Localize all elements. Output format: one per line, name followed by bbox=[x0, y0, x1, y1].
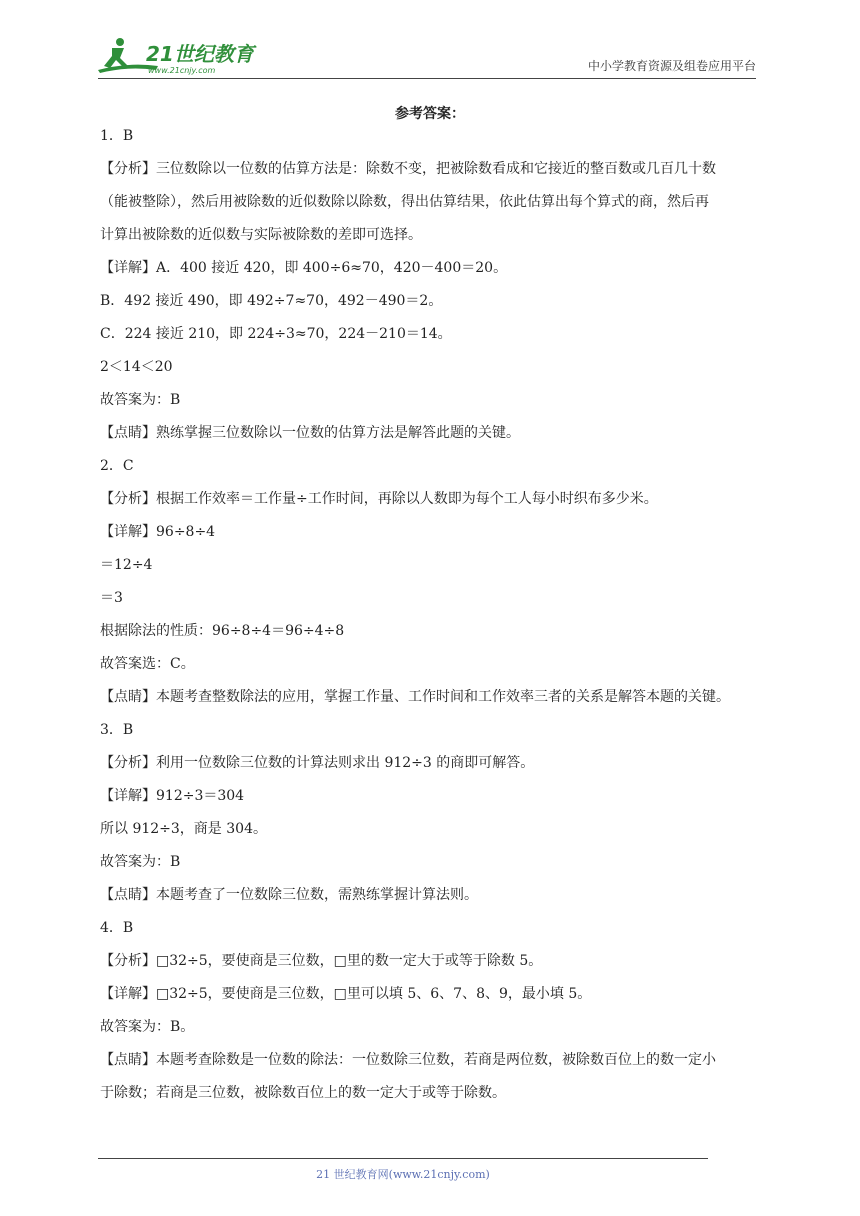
q1-conclusion: 故答案为：B bbox=[100, 392, 181, 408]
platform-name: 中小学教育资源及组卷应用平台 bbox=[587, 59, 756, 73]
q4-analysis: 【分析】□32÷5，要使商是三位数，□里的数一定大于或等于除数 5。 bbox=[100, 953, 543, 969]
q2-comment: 【点睛】本题考查整数除法的应用，掌握工作量、工作时间和工作效率三者的关系是解答本题的关键。 bbox=[100, 689, 730, 705]
header-divider bbox=[98, 78, 756, 79]
q1-detail-c: C．224 接近 210，即 224÷3≈70，224－210＝14。 bbox=[100, 326, 452, 342]
q2-conclusion: 故答案选：C。 bbox=[100, 656, 195, 672]
q4-detail: 【详解】□32÷5，要使商是三位数，□里可以填 5、6、7、8、9，最小填 5。 bbox=[100, 986, 592, 1002]
q3-result: 所以 912÷3，商是 304。 bbox=[100, 821, 267, 837]
q1-comparison: 2＜14＜20 bbox=[100, 359, 173, 375]
q1-detail-a: 【详解】A．400 接近 420，即 400÷6≈70，420－400＝20。 bbox=[100, 260, 508, 276]
q3-analysis: 【分析】利用一位数除三位数的计算法则求出 912÷3 的商即可解答。 bbox=[100, 755, 535, 771]
q3-conclusion: 故答案为：B bbox=[100, 854, 181, 870]
q2-detail-step-2: ＝12÷4 bbox=[100, 557, 153, 573]
page-footer: 21 世纪教育网(www.21cnjy.com) bbox=[316, 1168, 490, 1181]
page-header bbox=[98, 28, 756, 80]
logo-text: 21世纪教育 bbox=[146, 42, 254, 66]
q1-answer: 1．B bbox=[100, 128, 134, 144]
q2-answer: 2．C bbox=[100, 458, 134, 474]
q4-comment-line-1: 【点睛】本题考查除数是一位数的除法：一位数除三位数，若商是两位数，被除数百位上的数一定小 bbox=[100, 1052, 716, 1068]
q2-property: 根据除法的性质：96÷8÷4＝96÷4÷8 bbox=[100, 623, 345, 639]
q2-analysis: 【分析】根据工作效率＝工作量÷工作时间，再除以人数即为每个工人每小时织布多少米。 bbox=[100, 491, 658, 507]
q4-answer: 4．B bbox=[100, 920, 134, 936]
q1-comment: 【点睛】熟练掌握三位数除以一位数的估算方法是解答此题的关键。 bbox=[100, 425, 520, 441]
q1-analysis bbox=[100, 161, 760, 244]
q3-comment: 【点睛】本题考查了一位数除三位数，需熟练掌握计算法则。 bbox=[100, 887, 478, 903]
q1-analysis-line-1: 【分析】三位数除以一位数的估算方法是：除数不变，把被除数看成和它接近的整百数或几百几十数 bbox=[100, 161, 716, 177]
site-logo bbox=[98, 36, 268, 76]
q4-comment bbox=[100, 1052, 760, 1102]
q1-detail-b: B．492 接近 490，即 492÷7≈70，492－490＝2。 bbox=[100, 293, 443, 309]
q4-comment-line-2: 于除数；若商是三位数，被除数百位上的数一定大于或等于除数。 bbox=[100, 1085, 506, 1101]
q3-detail: 【详解】912÷3＝304 bbox=[100, 788, 245, 804]
page-title: 参考答案： bbox=[395, 106, 465, 122]
q2-detail-step-3: ＝3 bbox=[100, 590, 123, 606]
logo-url: www.21cnjy.com bbox=[148, 66, 216, 75]
q2-detail-step-1: 【详解】96÷8÷4 bbox=[100, 524, 216, 540]
q3-answer: 3．B bbox=[100, 722, 134, 738]
q4-conclusion: 故答案为：B。 bbox=[100, 1019, 195, 1035]
footer-divider bbox=[98, 1158, 708, 1159]
q1-analysis-line-3: 计算出被除数的近似数与实际被除数的差即可选择。 bbox=[100, 227, 422, 243]
q1-analysis-line-2: （能被整除），然后用被除数的近似数除以除数，得出估算结果，依此估算出每个算式的商，然后再 bbox=[100, 194, 709, 210]
answer-content bbox=[100, 128, 760, 1118]
